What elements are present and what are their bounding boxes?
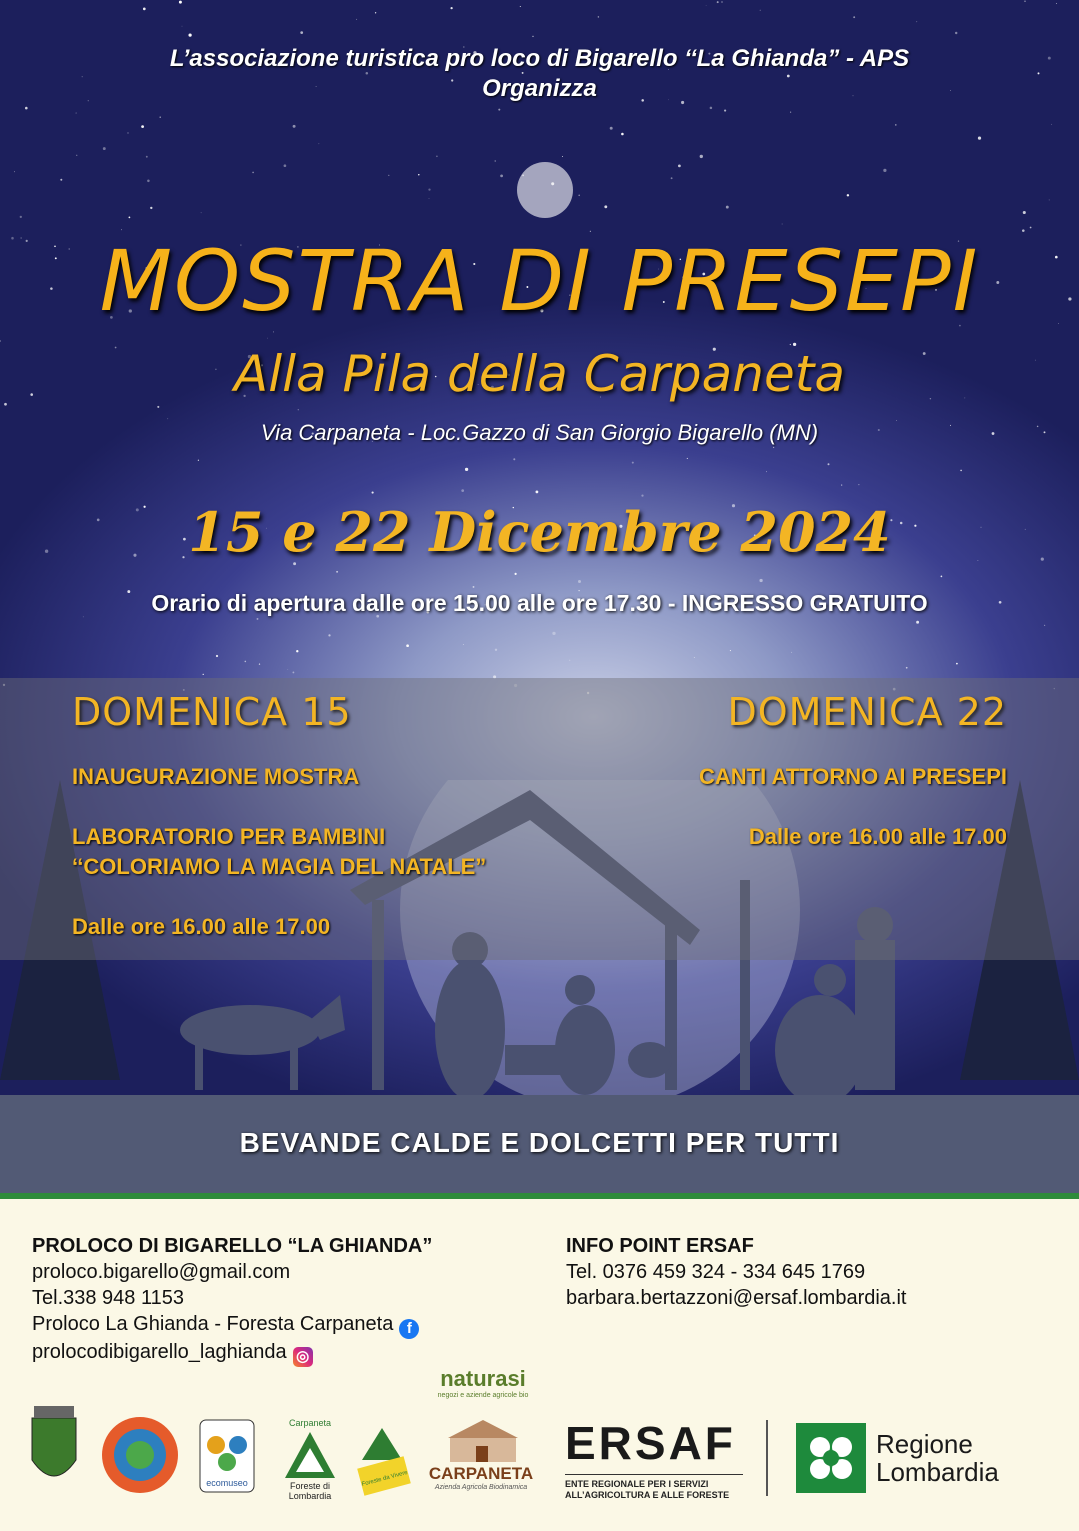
star xyxy=(76,113,77,114)
program-day-2 xyxy=(487,690,1007,852)
star xyxy=(847,194,849,196)
star xyxy=(428,188,430,190)
star xyxy=(717,1,719,3)
contact-proloco xyxy=(32,1233,432,1367)
star xyxy=(536,491,539,494)
star xyxy=(841,485,842,486)
star xyxy=(121,229,122,230)
day-1-time: Dalle ore 16.00 alle 17.00 xyxy=(72,914,331,939)
star xyxy=(182,26,183,27)
star xyxy=(4,403,7,406)
event-address: Via Carpaneta - Loc.Gazzo di San Giorgio Bigarello (MN) xyxy=(260,420,819,445)
star xyxy=(188,33,191,36)
star xyxy=(129,217,131,219)
star xyxy=(292,671,294,673)
ersaf-subtitle-1: ENTE REGIONALE PER I SERVIZI xyxy=(565,1479,709,1489)
proloco-heading: PROLOCO DI BIGARELLO “LA GHIANDA” xyxy=(32,1235,433,1257)
star xyxy=(858,484,859,485)
day-1-item-2-line-1: LABORATORIO PER BAMBINI xyxy=(72,824,386,849)
star xyxy=(0,340,1,342)
day-1-label: DOMENICA 15 xyxy=(72,690,352,734)
star xyxy=(461,489,464,492)
star xyxy=(955,32,957,34)
regione-line-1: Regione xyxy=(876,1429,973,1459)
star xyxy=(960,470,962,472)
star xyxy=(578,580,581,583)
star xyxy=(678,165,681,168)
star xyxy=(495,160,496,161)
star xyxy=(201,212,202,213)
star xyxy=(259,663,260,664)
star xyxy=(60,179,62,181)
star xyxy=(167,418,168,419)
star xyxy=(721,1,722,2)
proloco-email[interactable]: proloco.bigarello@gmail.com xyxy=(32,1261,291,1283)
star xyxy=(203,674,204,675)
naturasi-tagline: negozi e aziende agricole bio xyxy=(437,1392,529,1399)
bright-star xyxy=(517,162,573,218)
star xyxy=(418,174,419,175)
event-title: MOSTRA DI PRESEPI xyxy=(99,232,980,330)
star xyxy=(610,127,613,130)
star xyxy=(1049,199,1050,200)
star xyxy=(700,155,703,158)
instagram-label: prolocodibigarello_laghianda xyxy=(32,1341,287,1363)
star xyxy=(157,406,159,408)
star xyxy=(293,125,296,128)
star xyxy=(473,586,475,588)
star xyxy=(694,657,695,658)
star xyxy=(245,661,247,663)
star xyxy=(687,458,688,459)
star xyxy=(710,107,713,110)
ersaf-logo xyxy=(565,1418,743,1501)
star xyxy=(127,132,128,133)
star xyxy=(1044,625,1045,626)
contact-ersaf xyxy=(566,1233,906,1311)
star xyxy=(706,5,707,6)
star xyxy=(604,205,607,208)
star xyxy=(465,468,468,471)
ecomuseo-label: ecomuseo xyxy=(206,1478,248,1488)
star xyxy=(895,124,897,126)
day-2-item-1: CANTI ATTORNO AI PRESEPI xyxy=(698,764,1007,789)
star xyxy=(773,447,774,448)
star xyxy=(252,172,254,174)
foreste-bottom-label-1: Foreste di xyxy=(289,1481,331,1491)
star xyxy=(388,175,389,176)
star xyxy=(336,571,338,573)
star xyxy=(598,16,600,18)
foreste-lombardia-logo xyxy=(285,1418,335,1501)
star xyxy=(916,21,917,22)
star xyxy=(198,460,199,461)
star xyxy=(450,7,452,9)
ersaf-wordmark: ERSAF xyxy=(565,1417,736,1469)
star xyxy=(632,462,634,464)
ersaf-subtitle-2: ALL’AGRICOLTURA E ALLE FORESTE xyxy=(565,1490,730,1500)
star xyxy=(956,663,958,665)
proloco-phone[interactable]: Tel.338 948 1153 xyxy=(32,1287,184,1309)
star xyxy=(300,31,303,34)
star xyxy=(562,156,563,157)
star xyxy=(498,109,500,111)
carpaneta-name: CARPANETA xyxy=(428,1464,534,1483)
star xyxy=(1051,124,1052,125)
star xyxy=(532,36,533,37)
day-1-item-1: INAUGURAZIONE MOSTRA xyxy=(72,764,360,789)
star xyxy=(641,494,643,496)
star xyxy=(569,660,570,661)
star xyxy=(1024,1,1025,2)
star xyxy=(578,195,580,197)
star xyxy=(141,125,144,128)
star xyxy=(513,458,515,460)
carpaneta-label xyxy=(428,1464,534,1491)
organizer-text xyxy=(0,44,1079,104)
star xyxy=(372,492,374,494)
star xyxy=(76,155,77,156)
star xyxy=(160,117,161,118)
facebook-label: Proloco La Ghianda - Foresta Carpaneta xyxy=(32,1313,394,1335)
ersaf-phone[interactable]: Tel. 0376 459 324 - 334 645 1769 xyxy=(566,1261,866,1283)
star xyxy=(328,634,330,636)
star xyxy=(284,164,287,167)
star xyxy=(406,644,409,647)
star xyxy=(267,338,268,339)
star xyxy=(150,207,152,209)
facebook-icon[interactable]: f xyxy=(399,1319,419,1339)
star xyxy=(760,10,761,11)
star xyxy=(143,8,146,11)
star xyxy=(621,133,624,136)
star xyxy=(179,1,182,4)
star xyxy=(916,621,919,624)
star xyxy=(103,147,106,150)
instagram-icon[interactable]: ◎ xyxy=(293,1347,313,1367)
sponsor-logos xyxy=(20,1400,430,1510)
la-ghianda-logo xyxy=(102,1417,178,1493)
star xyxy=(146,156,148,158)
star xyxy=(726,206,729,209)
logo-separator xyxy=(766,1420,768,1496)
star xyxy=(782,224,783,225)
star xyxy=(500,175,503,178)
comune-crest-logo xyxy=(32,1406,76,1476)
star xyxy=(495,649,497,651)
proloco-facebook[interactable] xyxy=(32,1311,432,1339)
star xyxy=(216,655,218,657)
naturasi-logo xyxy=(428,1366,538,1399)
star xyxy=(883,169,886,172)
star xyxy=(429,198,430,199)
star xyxy=(671,177,673,179)
foreste-top-label: Carpaneta xyxy=(288,1418,332,1428)
star xyxy=(463,644,464,645)
footer-banner: BEVANDE CALDE E DOLCETTI PER TUTTI xyxy=(239,1127,840,1158)
star xyxy=(724,110,726,112)
star xyxy=(828,463,830,465)
star xyxy=(375,12,376,13)
star xyxy=(520,6,521,7)
proloco-instagram[interactable] xyxy=(32,1339,432,1367)
star xyxy=(978,136,981,139)
star xyxy=(14,171,15,172)
star xyxy=(298,409,299,410)
star xyxy=(257,618,259,620)
star xyxy=(766,471,767,472)
star xyxy=(906,667,908,669)
event-subtitle: Alla Pila della Carpaneta xyxy=(234,345,845,403)
ersaf-email[interactable]: barbara.bertazzoni@ersaf.lombardia.it xyxy=(566,1287,907,1309)
foreste-vivere-label: Foreste da Vivere xyxy=(361,1469,409,1488)
star xyxy=(759,579,762,582)
day-2-label: DOMENICA 22 xyxy=(727,690,1007,734)
regione-lombardia-icon xyxy=(796,1423,866,1493)
star xyxy=(941,576,943,578)
star xyxy=(1030,227,1032,229)
star xyxy=(515,573,517,575)
star xyxy=(1023,211,1026,214)
organizer-line-2: Organizza xyxy=(482,75,597,102)
star xyxy=(356,19,357,20)
star xyxy=(853,16,855,18)
star xyxy=(273,331,274,332)
organizer-line-1: L’associazione turistica pro loco di Bigarello ‘‘La Ghianda” - APS xyxy=(169,45,910,72)
ersaf-heading: INFO POINT ERSAF xyxy=(566,1235,754,1257)
star xyxy=(730,650,731,651)
star xyxy=(319,143,320,144)
star xyxy=(790,112,791,113)
star xyxy=(25,107,28,110)
regione-line-2: Lombardia xyxy=(876,1457,999,1487)
green-divider xyxy=(0,1193,1079,1199)
day-1-item-2-line-2: ‘‘COLORIAMO LA MAGIA DEL NATALE” xyxy=(72,854,487,879)
star xyxy=(1056,3,1057,4)
foreste-da-vivere-logo xyxy=(357,1428,411,1496)
star xyxy=(20,216,22,218)
star xyxy=(296,650,298,652)
star xyxy=(436,155,438,157)
day-2-time: Dalle ore 16.00 alle 17.00 xyxy=(748,824,1007,849)
ecomuseo-logo xyxy=(200,1420,254,1492)
star xyxy=(147,180,150,183)
regione-lombardia-label xyxy=(876,1430,999,1486)
star xyxy=(791,652,792,653)
naturasi-label: naturasi xyxy=(440,1366,526,1391)
star xyxy=(552,632,555,635)
star xyxy=(287,669,288,670)
carpaneta-tagline: Azienda Agricola Biodinamica xyxy=(434,1484,528,1491)
foreste-bottom-label-2: Lombardia xyxy=(288,1491,332,1501)
event-hours: Orario di apertura dalle ore 15.00 alle ore 17.30 - INGRESSO GRATUITO xyxy=(151,590,928,616)
carpaneta-farm-logo xyxy=(438,1418,528,1464)
event-dates: 15 e 22 Dicembre 2024 xyxy=(188,500,891,564)
